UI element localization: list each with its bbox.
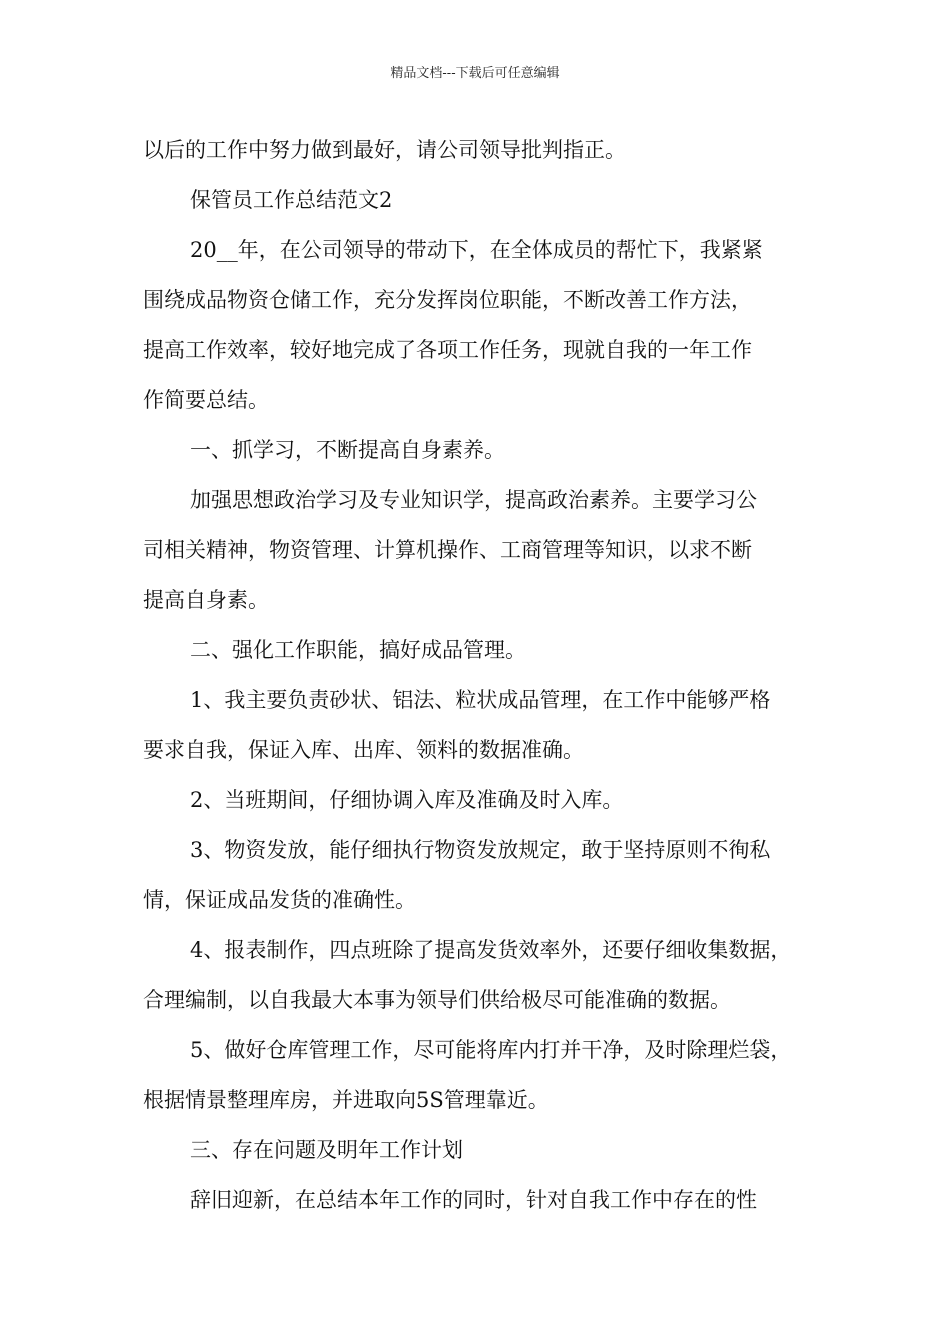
text-line: 合理编制，以自我最大本事为领导们供给极尽可能准确的数据。 — [143, 988, 731, 1012]
text-line: 20__年，在公司领导的带动下，在全体成员的帮忙下，我紧紧 — [190, 238, 763, 262]
text-line: 5、做好仓库管理工作，尽可能将库内打并干净，及时除理烂袋， — [190, 1038, 792, 1062]
section-heading: 三、存在问题及明年工作计划 — [190, 1138, 463, 1162]
text-line: 提高工作效率，较好地完成了各项工作任务，现就自我的一年工作 — [143, 338, 752, 362]
text-line: 3、物资发放，能仔细执行物资发放规定，敢于坚持原则不徇私 — [190, 838, 771, 862]
text-line: 围绕成品物资仓储工作，充分发挥岗位职能，不断改善工作方法， — [143, 288, 752, 312]
text-line: 司相关精神，物资管理、计算机操作、工商管理等知识，以求不断 — [143, 538, 752, 562]
text-line: 4、报表制作，四点班除了提高发货效率外，还要仔细收集数据， — [190, 938, 792, 962]
text-line: 辞旧迎新，在总结本年工作的同时，针对自我工作中存在的性 — [190, 1188, 757, 1212]
text-line: 根据情景整理库房，并进取向5S管理靠近。 — [143, 1088, 549, 1112]
text-line: 加强思想政治学习及专业知识学，提高政治素养。主要学习公 — [190, 488, 757, 512]
text-line: 情，保证成品发货的准确性。 — [143, 888, 416, 912]
text-line: 作简要总结。 — [143, 388, 269, 412]
text-line: 1、我主要负责砂状、铝法、粒状成品管理，在工作中能够严格 — [190, 688, 771, 712]
section-heading: 二、强化工作职能，搞好成品管理。 — [190, 638, 526, 662]
text-line: 提高自身素。 — [143, 588, 269, 612]
section-title: 保管员工作总结范文2 — [190, 188, 393, 212]
text-line: 以后的工作中努力做到最好，请公司领导批判指正。 — [143, 138, 626, 162]
text-line: 2、当班期间，仔细协调入库及准确及时入库。 — [190, 788, 624, 812]
text-line: 要求自我，保证入库、出库、领料的数据准确。 — [143, 738, 584, 762]
page-header: 精品文档---下载后可任意编辑 — [390, 66, 560, 81]
section-heading: 一、抓学习，不断提高自身素养。 — [190, 438, 505, 462]
